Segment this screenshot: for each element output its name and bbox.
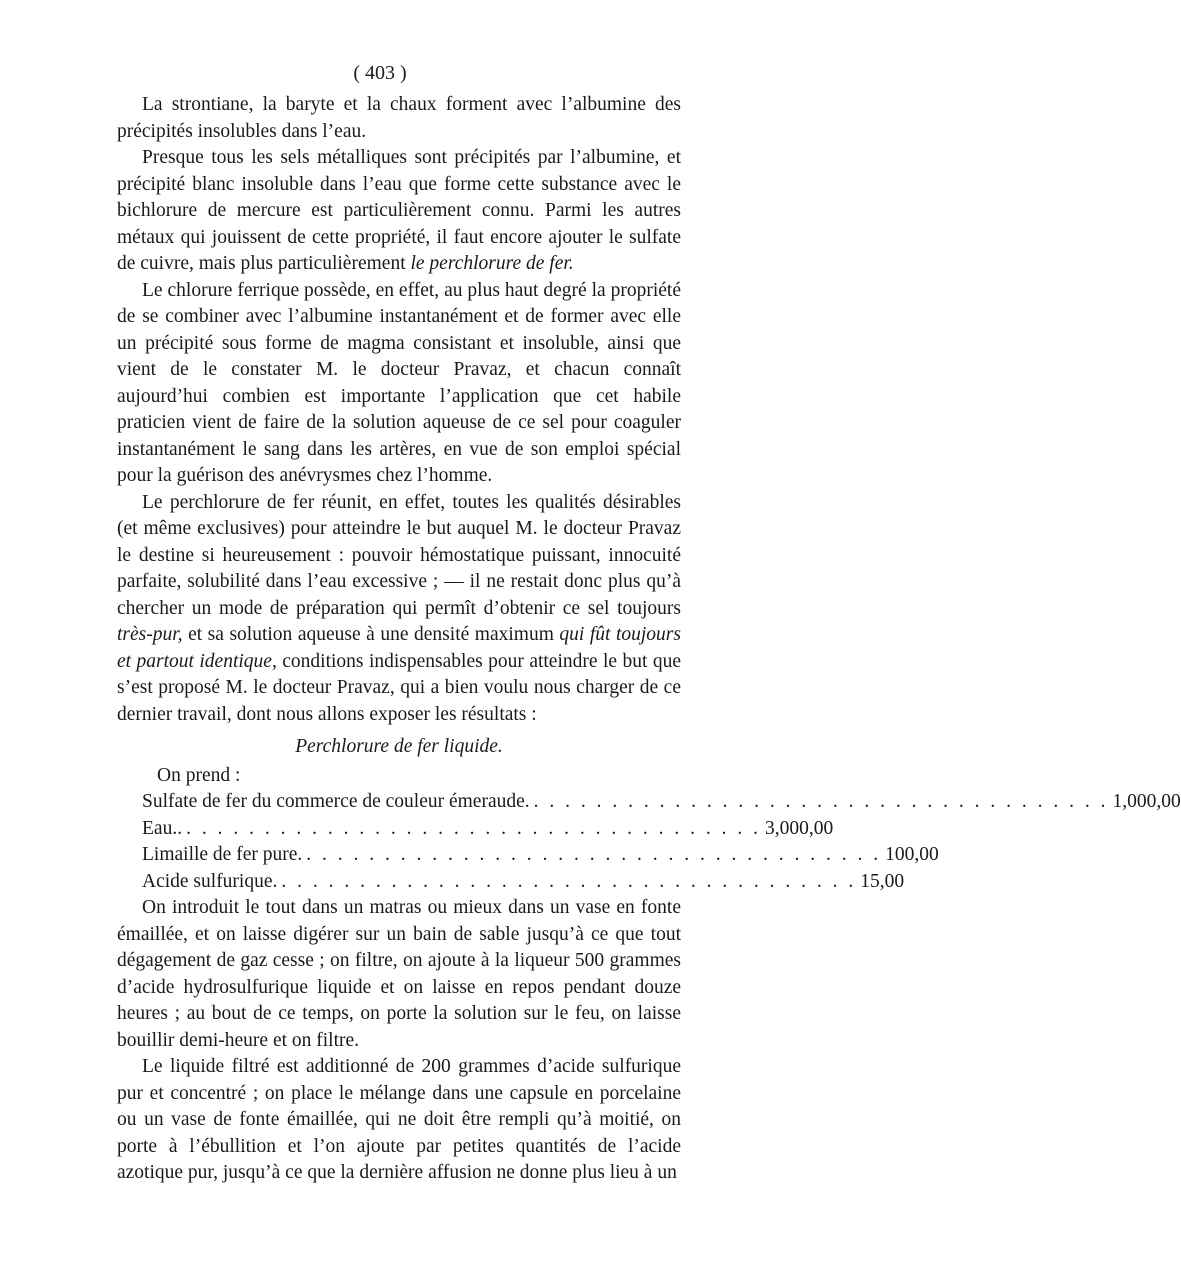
ingredient-quantity: 100,00 [885, 844, 939, 865]
recipe-item [142, 869, 905, 896]
ingredient-name: Eau.. [142, 817, 183, 839]
ingredient-quantity: 1,000,00 [1112, 791, 1181, 812]
leader-dots: . . . . . . . . . . . . . . . . . . . . . . . . . . . . . . . . . . . . . [533, 791, 1109, 812]
paragraph-text: et sa solution aqueuse à une densité maximum [182, 624, 560, 645]
leader-dots: . . . . . . . . . . . . . . . . . . . . . . . . . . . . . . . . . . . . . [186, 817, 761, 839]
ingredient-quantity: 15,00 [860, 870, 905, 892]
ingredient-name: Sulfate de fer du commerce de couleur émeraude. [142, 791, 530, 812]
paragraph-text: conditions indispensables pour atteindre le but que s’est proposé M. le docteur Pravaz, qui a bien voulu nous charger de ce dernier travail, dont nous allons exposer les résultats : [117, 650, 681, 725]
paragraph-text: Presque tous les sels métalliques sont précipités par l’albumine, et précipité blanc insoluble dans l’eau que forme cette substance avec le bichlorure de mercure est particulièrement connu. Parmi les autres métaux qui jouissent de cette propriété, il faut encore ajouter le sulfate de cuivre, mais plus particulièrement [117, 147, 681, 274]
paragraph-chlorure-ferrique: Le chlorure ferrique possède, en effet, au plus haut degré la propriété de se combiner avec l’albumine instantanément et de former avec elle un précipité sous forme de magma consistant et insoluble, ainsi que vient de le constater M. le docteur Pravaz, et chacun connaît aujourd’hui combien est importante l’application que cet habile praticien vient de faire de la solution aqueuse de ce sel pour coaguler instantanément le sang dans les artères, en vue de son emploi spécial pour la guérison des anévrysmes chez l’homme. [117, 279, 681, 486]
leader-dots: . . . . . . . . . . . . . . . . . . . . . . . . . . . . . . . . . . . . . [306, 844, 882, 865]
paragraph-perchlorure-reunit [117, 490, 681, 729]
recipe-list [142, 789, 1181, 895]
recipe-intro: On prend : [157, 764, 241, 786]
leader-dots: . . . . . . . . . . . . . . . . . . . . . . . . . . . . . . . . . . . . . [281, 870, 857, 892]
recipe-item [142, 816, 834, 843]
ingredient-name: Limaille de fer pure. [142, 844, 303, 865]
page-number: ( 403 ) [353, 62, 407, 84]
paragraph-liquide-filtre: Le liquide filtré est additionné de 200 grammes d’acide sulfurique pur et concentré ; on place le mélange dans une capsule en porcelaine ou un vase de fonte émaillée, qui ne doit être rempli qu’à moitié, on porte à l’ébullition et l’on ajoute par petites quantités de l’acide azotique pur, jusqu’à ce que la dernière affusion ne donne plus lieu à un [117, 1056, 681, 1183]
recipe-title: Perchlorure de fer liquide. [295, 736, 503, 757]
recipe-item [142, 842, 939, 869]
ingredient-name: Acide sulfurique. [142, 870, 278, 892]
body-text [117, 92, 1181, 1187]
paragraph-sels-metalliques [117, 145, 681, 278]
recipe-item [142, 789, 1181, 816]
emphasis-tres-pur: très-pur, [117, 624, 183, 645]
paragraph-strontiane: La strontiane, la baryte et la chaux forment avec l’albumine des précipités insolubles dans l’eau. [117, 94, 681, 142]
emphasis-identique: qui fût toujours et partout identique, [117, 624, 681, 672]
paragraph-introduit: On introduit le tout dans un matras ou mieux dans un vase en fonte émaillée, et on laisse digérer sur un bain de sable jusqu’à ce que tout dégagement de gaz cesse ; on filtre, on ajoute à la liqueur 500 grammes d’acide hydrosulfurique liquide et on laisse en repos pendant douze heures ; au bout de ce temps, on porte la solution sur le feu, on laisse bouillir demi-heure et on filtre. [117, 897, 681, 1051]
paragraph-text: Le perchlorure de fer réunit, en effet, toutes les qualités désirables (et même exclusives) pour atteindre le but auquel M. le docteur Pravaz le destine si heureusement : pouvoir hémostatique puissant, innocuité parfaite, solubilité dans l’eau excessive ; — il ne restait donc plus qu’à chercher un mode de préparation qui permît d’obtenir ce sel toujours [117, 491, 681, 619]
emphasis-perchlorure: le perchlorure de fer. [410, 253, 574, 274]
ingredient-quantity: 3,000,00 [764, 817, 834, 839]
